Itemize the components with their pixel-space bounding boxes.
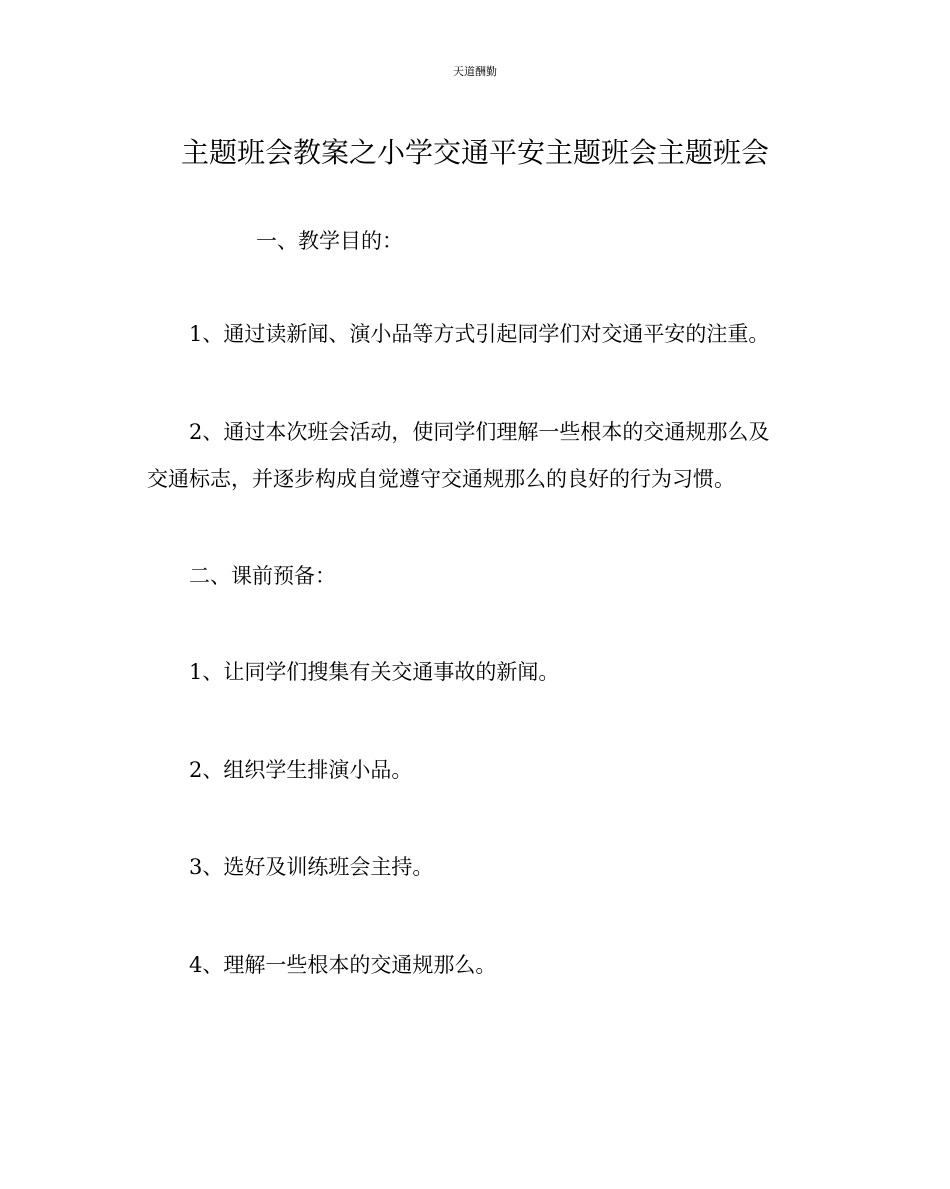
section-heading-preparation: 二、课前预备： [189,564,336,588]
objective-item-2-line-2: 交通标志，并逐步构成自觉遵守交通规那么的良好的行为习惯。 [147,467,735,491]
document-title: 主题班会教案之小学交通平安主题班会主题班会 [180,136,769,169]
preparation-item-4: 4、理解一些根本的交通规那么。 [189,953,497,977]
page-header: 天道酬勤 [453,65,497,78]
preparation-item-1: 1、让同学们搜集有关交通事故的新闻。 [189,660,560,684]
preparation-item-3: 3、选好及训练班会主持。 [189,855,434,879]
objective-item-2-line-1: 2、通过本次班会活动，使同学们理解一些根本的交通规那么及 [189,420,770,444]
preparation-item-2: 2、组织学生排演小品。 [189,758,413,782]
objective-item-1: 1、通过读新闻、演小品等方式引起同学们对交通平安的注重。 [189,322,770,346]
section-heading-objectives: 一、教学目的： [256,229,403,253]
